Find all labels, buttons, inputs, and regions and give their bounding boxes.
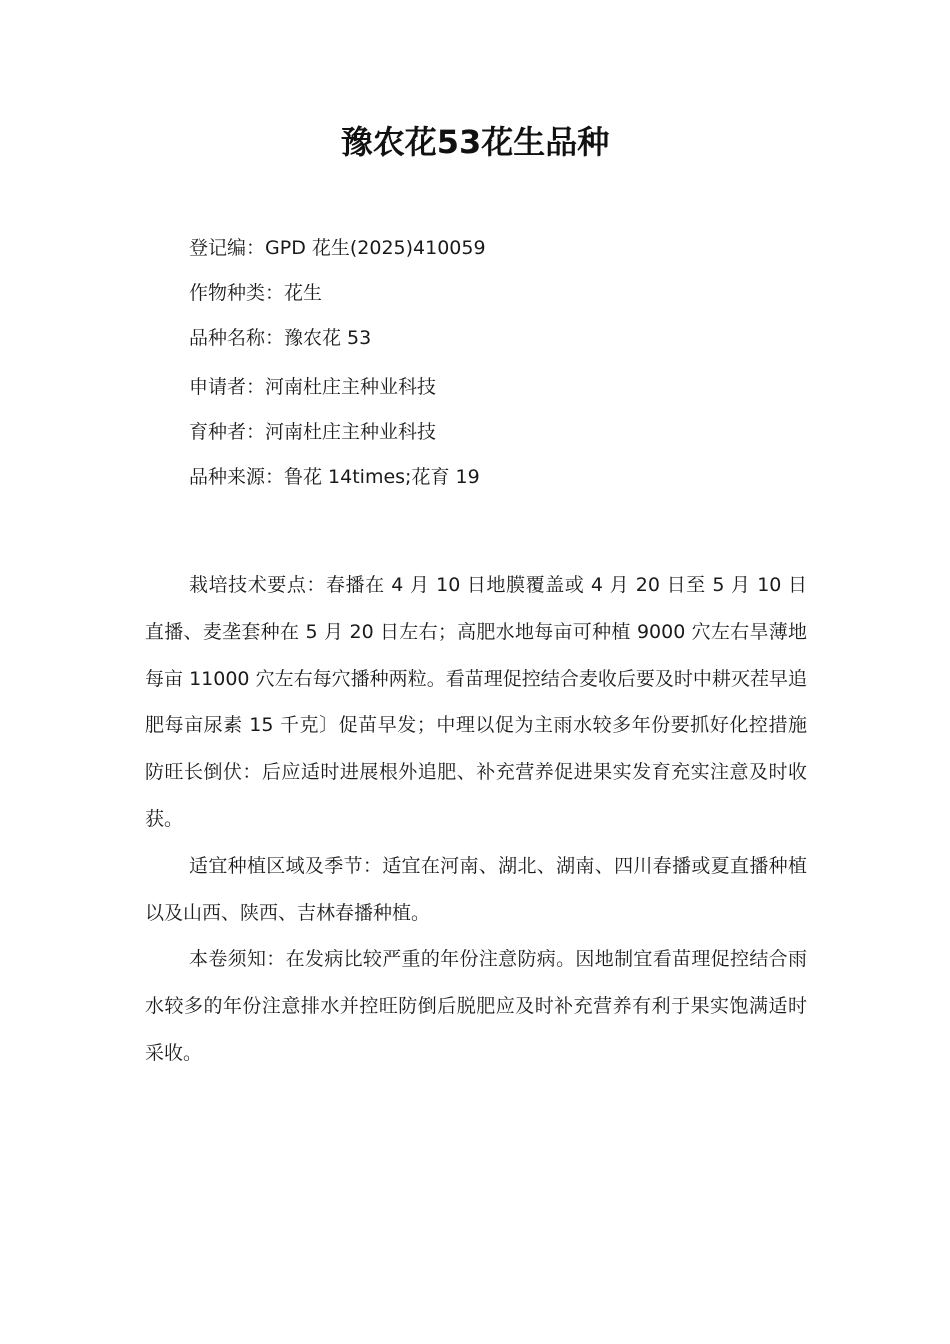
field-value: 河南杜庄主种业科技 [265,421,437,443]
variety-name [189,326,829,350]
field-label: 登记编： [189,237,266,259]
field-label: 品种名称： [189,327,285,349]
crop-type [189,281,829,305]
variety-info [189,236,829,489]
field-label: 申请者： [189,376,266,398]
suitable-regions [145,843,807,937]
page-title: 豫农花53花生品种 [340,123,610,161]
paragraph-text: 春播在 4 月 10 日地膜覆盖或 4 月 20 日至 5 月 10 日直播、麦垄套种在 5 月 20 日左右；高肥水地每亩可种植 9000 穴左右旱薄地每亩 11000 穴左右每穴播种两粒。看苗理促控结合麦收后要及时中耕灭茬早追肥每亩尿素 15 千克〕促苗早发；中理以促为主雨水较多年份要抓好化控措施防旺长倒伏：后应适时进展根外追肥、补充营养促进果实发育充实注意及时收获。 [145,574,807,830]
field-value: GPD 花生(2025)410059 [265,237,486,259]
paragraph-label: 栽培技术要点： [189,574,326,596]
paragraph-label: 本卷须知： [189,948,286,971]
field-value: 鲁花 14times;花育 19 [284,466,480,488]
document-body [145,562,807,1077]
breeder [189,420,829,444]
field-label: 育种者： [189,421,266,443]
cultivation-techniques [145,562,807,843]
paragraph-text: 在发病比较严重的年份注意防病。因地制宜看苗理促控结合雨水较多的年份注意排水并控旺防倒后脱肥应及时补充营养有利于果实饱满适时采收。 [145,948,807,1064]
field-label: 作物种类： [189,282,285,304]
paragraph-label: 适宜种植区域及季节： [189,854,383,877]
field-value: 河南杜庄主种业科技 [265,376,437,398]
field-label: 品种来源： [189,466,285,488]
paragraph-text: 适宜在河南、湖北、湖南、四川春播或夏直播种植以及山西、陕西、吉林春播种植。 [145,854,807,924]
notes [145,936,807,1076]
registration-number [189,236,829,260]
field-value: 豫农花 53 [284,327,372,349]
applicant [189,375,829,399]
field-value: 花生 [284,282,323,304]
variety-source [189,465,829,489]
